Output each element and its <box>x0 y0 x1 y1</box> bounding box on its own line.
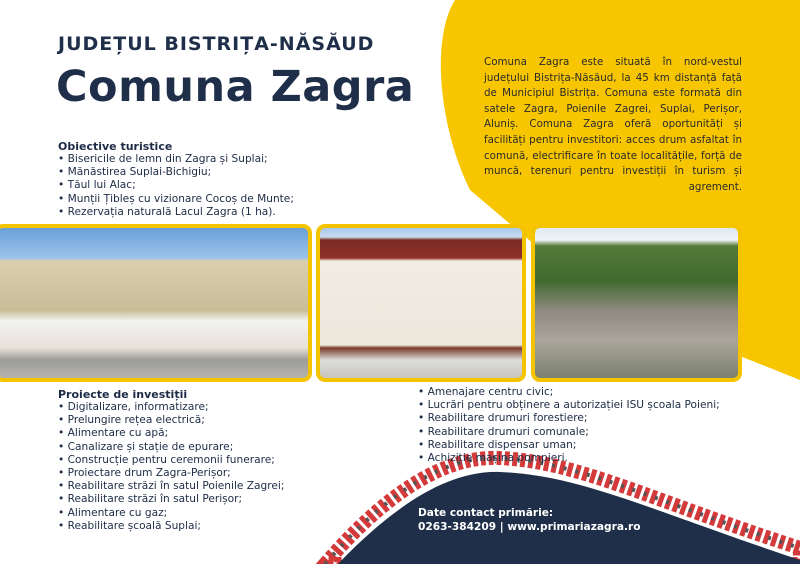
photo-village-aerial <box>531 224 742 382</box>
photo-church-crowd <box>0 224 312 382</box>
list-item: • Bisericile de lemn din Zagra și Suplai; <box>58 153 294 166</box>
tourism-list <box>58 140 294 219</box>
list-item: • Reabilitare străzi în satul Perișor; <box>58 493 284 506</box>
photo-town-hall <box>316 224 526 382</box>
list-item: • Reabilitare școală Suplai; <box>58 520 284 533</box>
list-item: • Digitalizare, informatizare; <box>58 401 284 414</box>
contact-block <box>418 506 641 534</box>
list-item: • Amenajare centru civic; <box>418 386 720 399</box>
list-item: • Achiziție mașina pompieri. <box>418 452 720 465</box>
list-item: • Munții Țibleș cu vizionare Cocoș de Munte; <box>58 193 294 206</box>
contact-details: 0263-384209 | www.primariazagra.ro <box>418 521 641 533</box>
list-item: • Alimentare cu apă; <box>58 427 284 440</box>
projects-list-right <box>418 386 720 465</box>
list-item: • Mănăstirea Suplai-Bichigiu; <box>58 166 294 179</box>
tourism-heading: Obiective turistice <box>58 140 173 153</box>
list-item: • Reabilitare străzi în satul Poienile Zagrei; <box>58 480 284 493</box>
projects-heading: Proiecte de investiții <box>58 388 188 401</box>
list-item: • Proiectare drum Zagra-Perișor; <box>58 467 284 480</box>
intro-paragraph: Comuna Zagra este situată în nord-vestul județului Bistrița-Năsăud, la 45 km distanță față de Municipiul Bistrița. Comuna este formată din satele Zagra, Poienile Zagrei, Suplai, Perișor, Aluniș. Comuna Zagra oferă oportunități și facilități pentru investitori: acces drum asfaltat în comună, electrificare în toate localitățile, forță de muncă, terenuri pentru investiții în turism și agrement. <box>484 56 742 193</box>
list-item: • Rezervația naturală Lacul Zagra (1 ha). <box>58 206 294 219</box>
list-item: • Lucrări pentru obținere a autorizației ISU școala Poieni; <box>418 399 720 412</box>
list-item: • Reabilitare drumuri forestiere; <box>418 412 720 425</box>
list-item: • Canalizare și stație de epurare; <box>58 441 284 454</box>
projects-list-left <box>58 388 284 533</box>
county-heading: JUDEȚUL BISTRIȚA-NĂSĂUD <box>58 33 375 55</box>
list-item: • Alimentare cu gaz; <box>58 507 284 520</box>
page-title: Comuna Zagra <box>56 62 415 112</box>
contact-label: Date contact primărie: <box>418 507 554 519</box>
list-item: • Prelungire rețea electrică; <box>58 414 284 427</box>
list-item: • Reabilitare drumuri comunale; <box>418 426 720 439</box>
list-item: • Reabilitare dispensar uman; <box>418 439 720 452</box>
list-item: • Construcție pentru ceremonii funerare; <box>58 454 284 467</box>
list-item: • Tăul lui Alac; <box>58 179 294 192</box>
